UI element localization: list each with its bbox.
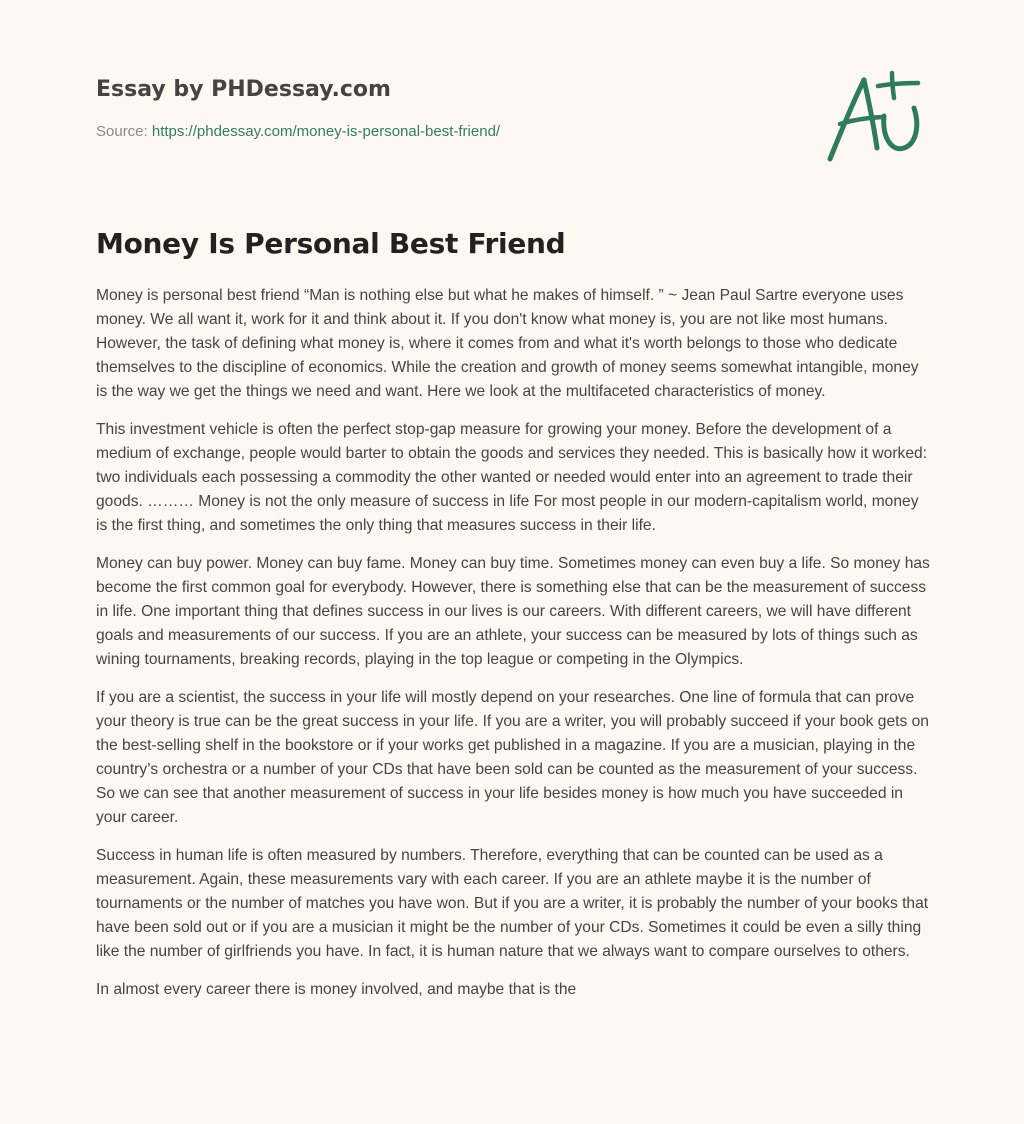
essay-paragraph: If you are a scientist, the success in your life will mostly depend on your researches. One line of formula that can prove your theory is true can be the great success in your life. If you are a writer, you will probably succeed if your book gets on the best-selling shelf in the bookstore or if your works get published in a magazine. If you are a musician, playing in the country’s orchestra or a number of your CDs that have been sold can be counted as the measurement of your success. So we can see that another measurement of success in your life besides money is how much you have succeeded in your career. — [96, 689, 929, 826]
essay-title: Money Is Personal Best Friend — [96, 227, 566, 260]
essay-body — [96, 284, 932, 1016]
source-line — [96, 122, 796, 142]
source-link[interactable]: https://phdessay.com/money-is-personal-best-friend/ — [151, 123, 501, 140]
essay-paragraph: In almost every career there is money involved, and maybe that is the — [96, 981, 577, 998]
site-brand: Essay by PHDessay.com — [96, 77, 391, 102]
source-label: Source: — [96, 123, 148, 140]
essay-paragraph: Money can buy power. Money can buy fame. Money can buy time. Sometimes money can even buy a life. So money has become the first common goal for everybody. However, there is something else that can be the measurement of success in life. One important thing that defines success in our lives is our careers. With different careers, we will have different goals and measurements of our success. If you are an athlete, your success can be measured by lots of things such as wining tournaments, breaking records, playing in the top league or competing in the Olympics. — [96, 555, 930, 668]
essay-paragraph: Money is personal best friend “Man is nothing else but what he makes of himself. ” ~ Jean Paul Sartre everyone uses money. We all want it, work for it and think about it. If you don't know what money is, you are not like most humans. However, the task of defining what money is, where it comes from and what it's worth belongs to those who dedicate themselves to the discipline of economics. While the creation and growth of money seems somewhat intangible, money is the way we get the things we need and want. Here we look at the multifaceted characteristics of money. — [96, 287, 919, 400]
page-header — [96, 74, 796, 142]
essay-paragraph: Success in human life is often measured by numbers. Therefore, everything that can be counted can be used as a measurement. Again, these measurements vary with each career. If you are an athlete maybe it is the number of tournaments or the number of matches you have won. But if you are a writer, it is probably the number of your books that have been sold out or if you are a musician it might be the number of your CDs. Sometimes it could be even a silly thing like the number of girlfriends you have. In fact, it is human nature that we always want to compare ourselves to others. — [96, 847, 929, 960]
a-plus-grade-logo-icon — [822, 68, 930, 168]
essay-paragraph: This investment vehicle is often the perfect stop-gap measure for growing your money. Before the development of a medium of exchange, people would barter to obtain the goods and services they needed. This is basically how it worked: two individuals each possessing a commodity the other wanted or needed would enter into an agreement to trade their goods. ……… Money is not the only measure of success in life For most people in our modern-capitalism world, money is the first thing, and sometimes the only thing that measures success in their life. — [96, 421, 927, 534]
